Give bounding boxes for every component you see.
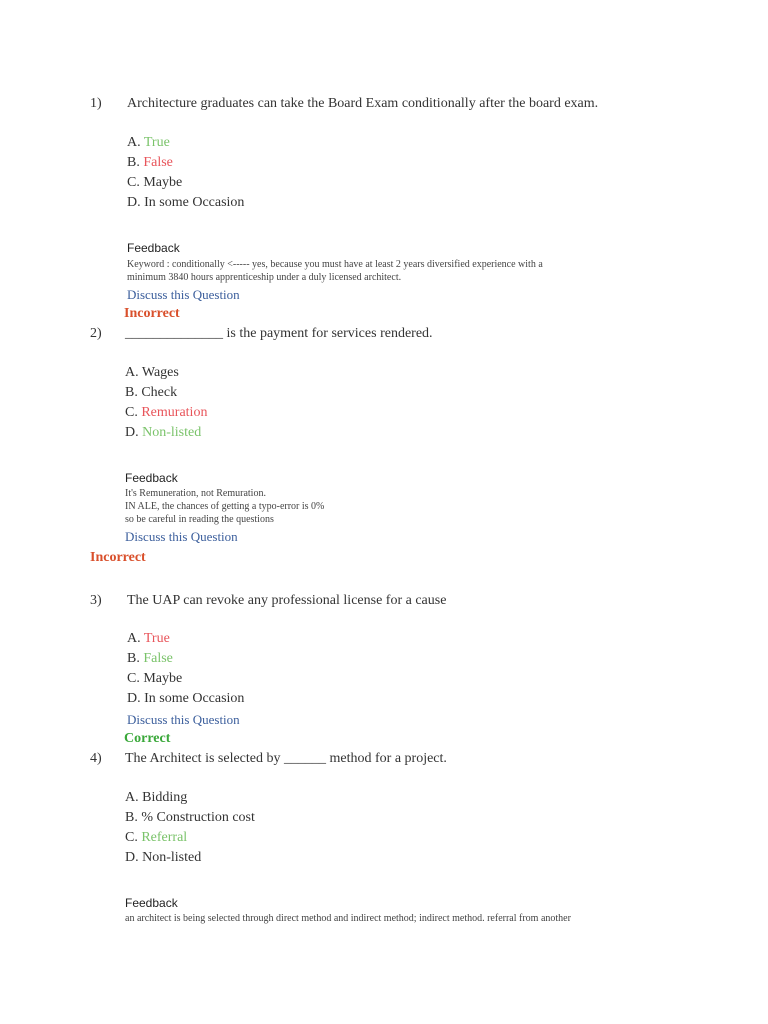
option-a[interactable] [125,365,179,381]
option-text: Maybe [143,671,183,686]
option-letter: A. [127,631,141,646]
option-letter: D. [127,691,141,706]
option-c[interactable] [125,830,187,846]
question-number: 4) [90,751,102,766]
option-text: Non-listed [142,850,202,865]
option-letter: C. [127,671,140,686]
option-a[interactable] [127,135,170,151]
option-letter: B. [127,651,140,666]
option-d[interactable] [127,195,244,211]
discuss-link[interactable]: Discuss this Question [127,287,240,302]
feedback-line: Keyword : conditionally <----- yes, because you must have at least 2 years diversified experience with a [127,259,543,270]
status-badge: Correct [124,731,171,746]
discuss-link[interactable]: Discuss this Question [125,529,238,544]
option-a[interactable] [125,790,187,806]
feedback-title: Feedback [127,241,180,255]
option-letter: B. [125,385,138,400]
option-text: Check [141,385,178,400]
option-a[interactable] [127,631,170,647]
option-letter: B. [127,155,140,170]
option-letter: D. [125,850,139,865]
option-letter: C. [125,830,138,845]
option-text: In some Occasion [144,195,245,210]
option-c[interactable] [127,175,182,191]
option-text: False [143,651,173,666]
option-text: True [143,631,170,646]
feedback-title: Feedback [125,896,178,910]
option-text: Non-listed [142,425,202,440]
question-number: 1) [90,96,102,111]
option-letter: C. [127,175,140,190]
option-b[interactable] [127,155,173,171]
status-badge: Incorrect [90,550,146,565]
option-text: Bidding [142,790,188,805]
option-b[interactable] [125,385,177,401]
option-c[interactable] [125,405,207,421]
question-text: The Architect is selected by ______ method for a project. [125,751,447,766]
option-text: % Construction cost [141,810,255,825]
question-text: The UAP can revoke any professional license for a cause [127,593,447,608]
option-text: Remuration [141,405,208,420]
question-number: 3) [90,593,102,608]
option-text: Wages [141,365,179,380]
option-letter: A. [125,790,139,805]
option-letter: D. [125,425,139,440]
feedback-line: IN ALE, the chances of getting a typo-error is 0% [125,501,325,512]
option-text: True [143,135,170,150]
feedback-line: It's Remuneration, not Remuration. [125,488,266,499]
feedback-title: Feedback [125,471,178,485]
question-text: Architecture graduates can take the Board Exam conditionally after the board exam. [127,96,599,111]
option-d[interactable] [125,425,201,441]
option-text: Maybe [143,175,183,190]
feedback-line: an architect is being selected through direct method and indirect method; indirect method. referral from another [125,913,571,924]
option-text: False [143,155,173,170]
question-text: ______________ is the payment for services rendered. [125,326,433,341]
option-letter: D. [127,195,141,210]
status-badge: Incorrect [124,306,180,321]
question-number: 2) [90,326,102,341]
feedback-line: so be careful in reading the questions [125,514,274,525]
option-b[interactable] [127,651,173,667]
option-letter: A. [125,365,139,380]
option-letter: C. [125,405,138,420]
feedback-line: minimum 3840 hours apprenticeship under a duly licensed architect. [127,272,402,283]
option-d[interactable] [125,850,201,866]
option-d[interactable] [127,691,244,707]
discuss-link[interactable]: Discuss this Question [127,712,240,727]
option-c[interactable] [127,671,182,687]
option-text: In some Occasion [144,691,245,706]
option-letter: A. [127,135,141,150]
option-b[interactable] [125,810,255,826]
option-text: Referral [141,830,188,845]
option-letter: B. [125,810,138,825]
